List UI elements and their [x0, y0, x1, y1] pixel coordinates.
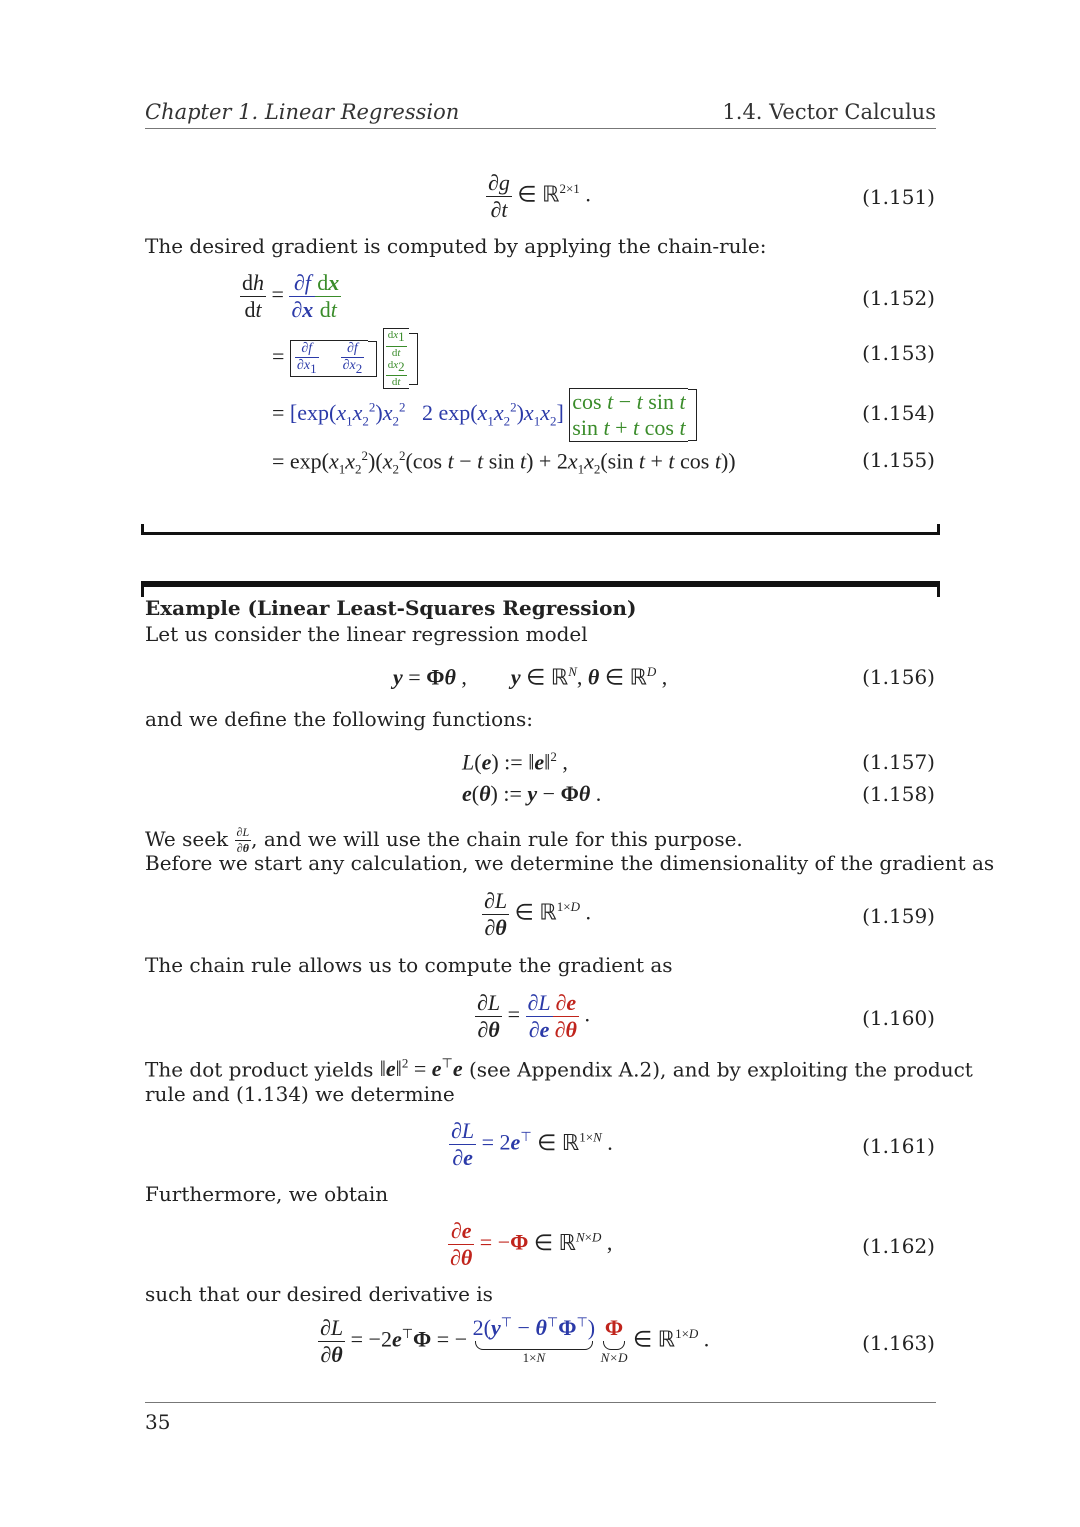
equation-1-153: = $\frac{\partial f}{\partial x_1}$ $\frac{\partial f}{\partial x_2}$ $\frac{dx_1}{dt}$ $\frac{dx_2}{dt}$ — [272, 328, 418, 389]
dot-post: (see Appendix A.2), and by exploiting the product — [468, 1057, 973, 1082]
eqno-1-163: (1.163) — [862, 1331, 935, 1355]
eqno-1-155: (1.155) — [862, 448, 935, 472]
underbrace-1xN: 2(y⊤ − θ⊤Φ⊤) 1×N — [472, 1315, 596, 1366]
eqno-1-151: (1.151) — [862, 185, 935, 209]
dot-formula: ‖e‖$^2$ = e⊤e — [379, 1056, 463, 1082]
example-title: Example (Linear Least-Squares Regression) — [145, 596, 637, 620]
eqno-1-162: (1.162) — [862, 1234, 935, 1258]
equation-1-156: y = Φθ , y ∈ ℝ$^N$, θ ∈ ℝ$^D$ , — [393, 664, 668, 690]
eqno-1-153: (1.153) — [862, 341, 935, 365]
equation-1-160: $\frac{\partial L}{\partial\theta}$ = $\frac{\partial L}{\partial e}$ $\frac{\partial e}{\partial\theta}$ . — [477, 990, 590, 1042]
eqno-1-160: (1.160) — [862, 1006, 935, 1030]
eqno-1-154: (1.154) — [862, 401, 935, 425]
before-text: Before we start any calculation, we determine the dimensionality of the gradient as — [145, 851, 995, 875]
dot-pre: The dot product yields — [145, 1057, 374, 1082]
chain-rule-intro: The desired gradient is computed by applying the chain-rule: — [145, 234, 767, 258]
eqno-1-159: (1.159) — [862, 904, 935, 928]
seek-pre: We seek — [145, 827, 229, 851]
equation-1-151: $\frac{\partial g}{\partial t}$ ∈ ℝ$^{2\times 1}$ . — [488, 170, 591, 222]
box-end-right — [937, 524, 940, 535]
box-start-rule — [141, 581, 940, 587]
box-start-left — [141, 581, 144, 597]
eqno-1-152: (1.152) — [862, 286, 935, 310]
box-start-right — [937, 581, 940, 597]
seek-fraction: $\frac{\partial L}{\partial\theta}$ — [236, 825, 250, 855]
equation-1-162: $\frac{\partial e}{\partial\theta}$ = −Φ ∈ ℝ$^{N\times D}$ , — [450, 1218, 613, 1270]
section-title: 1.4. Vector Calculus — [722, 100, 936, 124]
equation-1-154: = [$\exp(x_1x_2^2)x_2^2$ 2 $\exp(x_1x_2^2)x_1x_2$] cos t − t sin t sin t + t cos t — [272, 388, 697, 442]
furthermore-text: Furthermore, we obtain — [145, 1182, 389, 1206]
chapter-title: Chapter 1. Linear Regression — [145, 100, 460, 124]
define-text: and we define the following functions: — [145, 707, 533, 731]
such-that-text: such that our desired derivative is — [145, 1282, 493, 1306]
chain-allows-text: The chain rule allows us to compute the gradient as — [145, 953, 673, 977]
rule-line: rule and (1.134) we determine — [145, 1082, 455, 1106]
footer-rule — [145, 1402, 936, 1403]
equation-1-161: $\frac{\partial L}{\partial e}$ = 2e⊤ ∈ ℝ$^{1\times N}$ . — [451, 1118, 613, 1170]
page-number: 35 — [145, 1410, 171, 1434]
eqno-1-156: (1.156) — [862, 665, 935, 689]
equation-1-159: $\frac{\partial L}{\partial\theta}$ ∈ ℝ$^{1\times D}$ . — [484, 888, 591, 940]
dot-line — [145, 1056, 973, 1082]
equation-1-155: = $\exp(x_1x_2^2)(x_2^2(\cos$ t − t $\sin t) + 2x_1x_2(\sin$ t + t cos t)) — [272, 448, 736, 477]
equation-1-152: $\frac{dh}{dt}$ = $\frac{\partial f}{\partial x}$ $\frac{dx}{dt}$ — [242, 270, 340, 322]
eqno-1-157: (1.157) — [862, 750, 935, 774]
equation-1-158: e(θ) := y − Φθ . — [462, 781, 602, 806]
consider-text: Let us consider the linear regression model — [145, 622, 588, 646]
underbrace-NxD: Φ N×D — [600, 1315, 628, 1365]
seek-post: , and we will use the chain rule for this purpose. — [251, 827, 743, 851]
header-rule — [145, 128, 936, 129]
box-end-rule — [141, 532, 940, 535]
equation-1-157: L(e) := ‖e‖$^2$ , — [462, 749, 568, 775]
eqno-1-161: (1.161) — [862, 1134, 935, 1158]
equation-1-163: $\frac{\partial L}{\partial\theta}$ = −2e⊤Φ = − 2(y⊤ − θ⊤Φ⊤) 1×N Φ N×D ∈ ℝ$^{1\times D}$ . — [320, 1315, 710, 1367]
eqno-1-158: (1.158) — [862, 782, 935, 806]
